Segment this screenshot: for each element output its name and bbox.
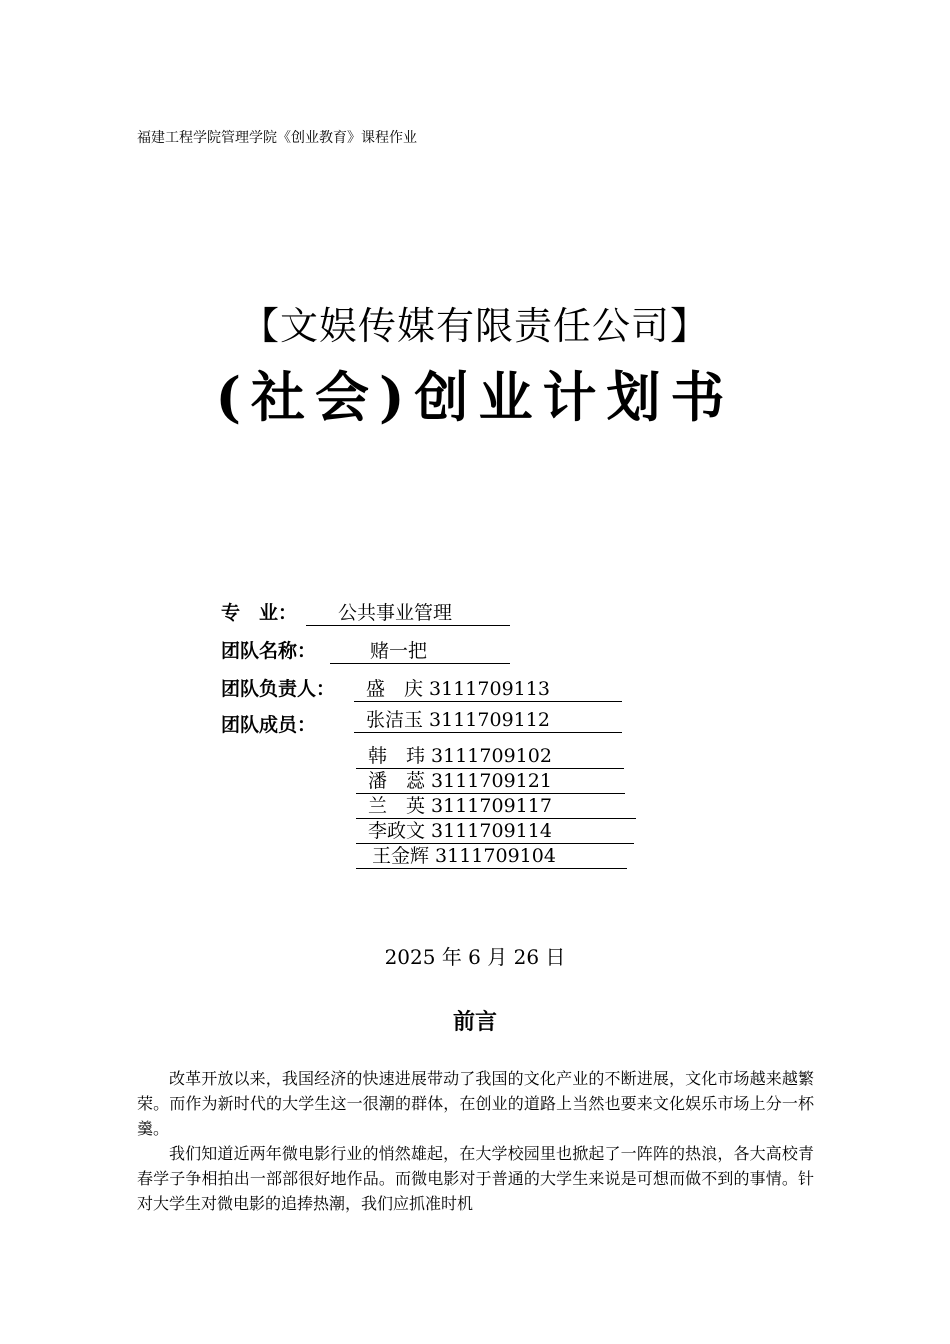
plan-title: (社会)创业计划书 [215, 365, 735, 429]
member-item: 张洁玉 3111709112 [354, 708, 622, 733]
member-list-rest [356, 744, 624, 869]
member-item: 潘 蕊 3111709121 [356, 769, 625, 794]
preface-body [137, 1066, 814, 1216]
paragraph: 我们知道近两年微电影行业的悄然雄起，在大学校园里也掀起了一阵阵的热浪，各大高校青春学子争相拍出一部部很好地作品。而微电影对于普通的大学生来说是可想而做不到的事情。针对大学生对微电影的追捧热潮，我们应抓准时机 [137, 1144, 814, 1213]
company-title: 【文娱传媒有限责任公司】 [240, 304, 709, 348]
preface-heading: 前言 [452, 1010, 497, 1035]
leader-value: 盛 庆 3111709113 [354, 674, 622, 702]
major-value: 公共事业管理 [306, 598, 510, 626]
member-item: 李政文 3111709114 [356, 819, 634, 844]
major-label: 专 业： [221, 602, 298, 624]
member-list [354, 708, 622, 745]
member-item: 韩 玮 3111709102 [356, 744, 624, 769]
leader-label: 团队负责人： [221, 678, 336, 700]
members-label: 团队成员： [221, 714, 317, 736]
team-name-label: 团队名称： [221, 640, 317, 662]
member-item: 王金辉 3111709104 [356, 844, 627, 869]
member-item: 兰 英 3111709117 [356, 794, 636, 819]
course-header: 福建工程学院管理学院《创业教育》课程作业 [137, 130, 417, 146]
date: 2025 年 6 月 26 日 [384, 945, 566, 969]
team-name-value: 赌一把 [330, 636, 510, 664]
paragraph: 改革开放以来，我国经济的快速进展带动了我国的文化产业的不断进展，文化市场越来越繁荣。而作为新时代的大学生这一很潮的群体，在创业的道路上当然也要来文化娱乐市场上分一杯羹。 [137, 1069, 814, 1138]
